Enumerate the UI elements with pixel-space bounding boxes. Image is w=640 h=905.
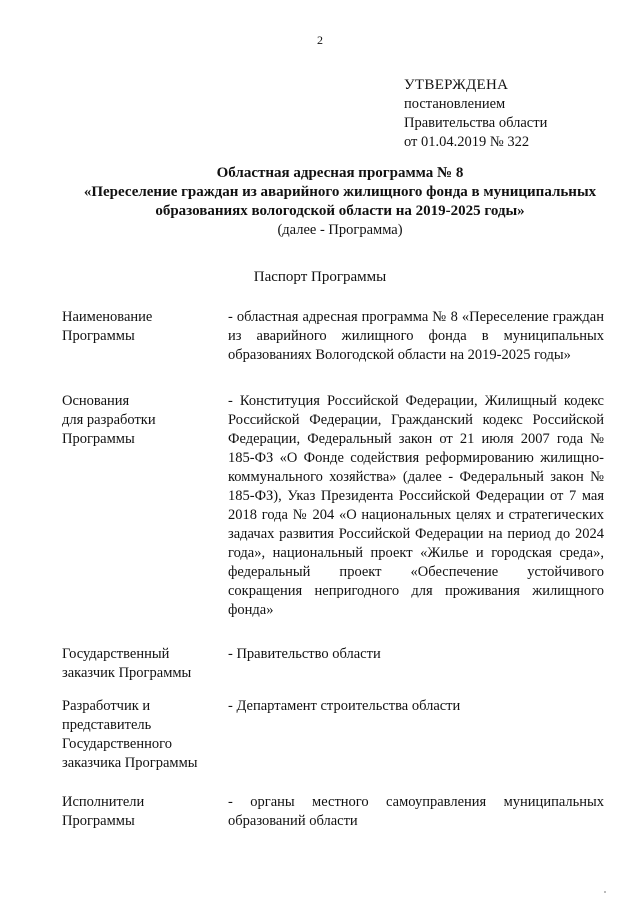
row-label: [62, 793, 222, 831]
label-line: заказчика Программы: [62, 755, 198, 771]
label-line: Государственного: [62, 736, 172, 752]
row-label: [62, 697, 222, 773]
label-line: Разработчик и: [62, 698, 151, 714]
label-line: Исполнители: [62, 794, 145, 810]
passport-heading: Паспорт Программы: [253, 269, 387, 285]
title-line: образованиях вологодской области на 2019-2025 годы»: [155, 203, 525, 219]
approval-block: [404, 76, 547, 152]
label-line: Основания: [62, 393, 130, 409]
row-value: - областная адресная программа № 8 «Переселение граждан из аварийного жилищного фонда в муниципальных образованиях Вологодской области на 2019-2025 годы»: [228, 309, 604, 363]
title-line: «Переселение граждан из аварийного жилищного фонда в муниципальных: [83, 184, 597, 200]
row-label: [62, 308, 222, 346]
row-value: - Конституция Российской Федерации, Жилищный кодекс Российской Федерации, Гражданский кодекс Российской Федерации, Федеральный закон от 21 июля 2007 года № 185-ФЗ «О Фонде содействия реформированию жилищно-коммунального хозяйства» (далее - Федеральный закон № 185-ФЗ), Указ Президента Российской Федерации от 7 мая 2018 года № 204 «О национальных целях и стратегических задачах развития Российской Федерации на период до 2024 года», национальный проект «Жилье и городская среда», федеральный проект «Обеспечение устойчивого сокращения непригодного для проживания жилищного фонда»: [228, 393, 604, 618]
page-number: 2: [317, 33, 323, 47]
row-value: - Департамент строительства области: [228, 698, 461, 714]
label-line: для разработки: [62, 412, 156, 428]
label-line: представитель: [62, 717, 152, 733]
row-label: [62, 645, 222, 683]
approval-heading: УТВЕРЖДЕНА: [404, 77, 509, 93]
label-line: Наименование: [62, 309, 153, 325]
label-line: Государственный: [62, 646, 170, 662]
label-line: Программы: [62, 431, 135, 447]
title-note: (далее - Программа): [277, 222, 403, 238]
approval-line: Правительства области: [404, 115, 548, 131]
title-line: Областная адресная программа № 8: [216, 165, 464, 181]
label-line: Программы: [62, 813, 135, 829]
approval-date: от 01.04.2019 № 322: [404, 134, 530, 150]
scan-speck: [604, 891, 606, 893]
document-title: [40, 164, 640, 240]
row-value: - Правительство области: [228, 646, 381, 662]
label-line: Программы: [62, 328, 135, 344]
label-line: заказчик Программы: [62, 665, 192, 681]
row-label: [62, 392, 222, 449]
approval-line: постановлением: [404, 96, 506, 112]
row-value: - органы местного самоуправления муниципальных образований области: [228, 794, 604, 829]
